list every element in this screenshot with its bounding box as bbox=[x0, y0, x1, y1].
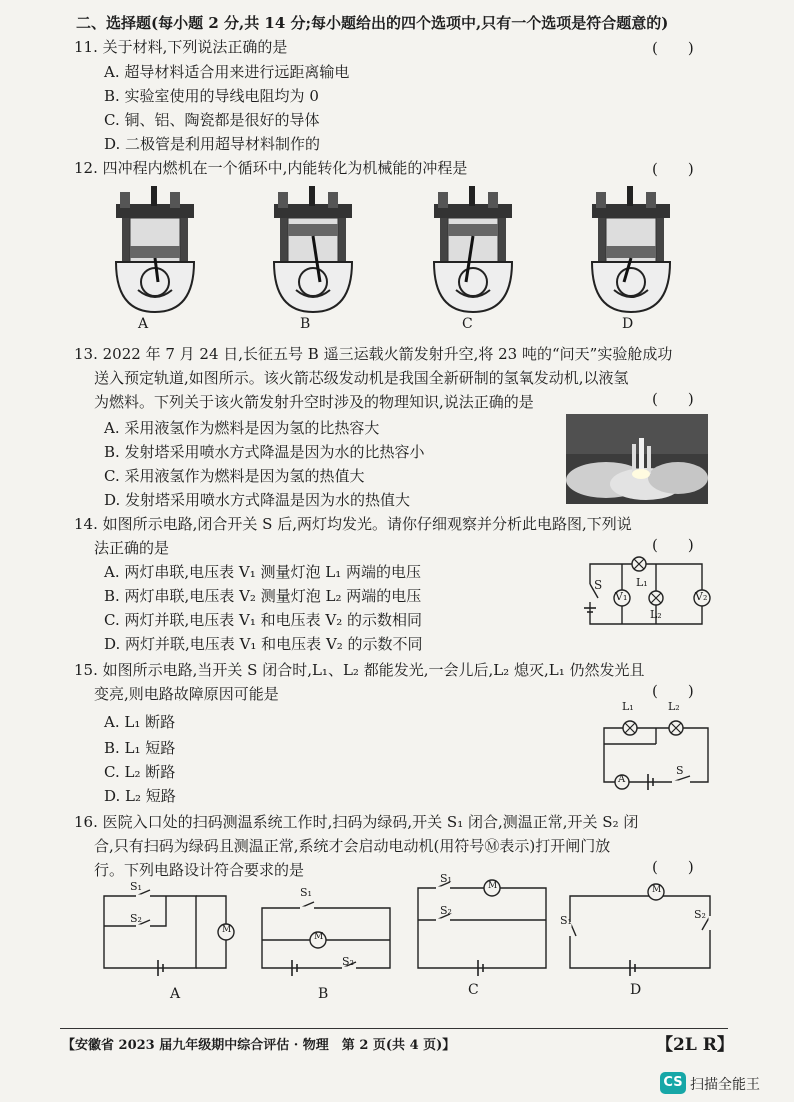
q14-l1-label: L₁ bbox=[636, 576, 648, 589]
q16-d-s2-label: S₂ bbox=[694, 908, 706, 921]
q15-option-c: C. L₂ 断路 bbox=[104, 763, 176, 781]
lamp-l2-icon bbox=[649, 591, 663, 605]
q12-stem: 12. 四冲程内燃机在一个循环中,内能转化为机械能的冲程是 bbox=[74, 159, 468, 177]
q15-l1-label: L₁ bbox=[622, 700, 634, 713]
q15-ammeter-label: A bbox=[618, 774, 626, 785]
q14-stem-line1: 14. 如图所示电路,闭合开关 S 后,两灯均发光。请你仔细观察并分析此电路图,下列说 bbox=[74, 515, 632, 533]
q16-label-b: B bbox=[318, 986, 329, 1002]
q16-stem-line1: 16. 医院入口处的扫码测温系统工作时,扫码为绿码,开关 S₁ 闭合,测温正常,开关 S₂ 闭 bbox=[74, 813, 639, 831]
engine-c-icon bbox=[434, 186, 512, 312]
q14-l2-label: L₂ bbox=[650, 608, 662, 621]
q16-a-s1-label: S₁ bbox=[130, 880, 142, 893]
q14-stem-line2: 法正确的是 bbox=[94, 539, 170, 557]
q13-option-b: B. 发射塔采用喷水方式降温是因为水的比热容小 bbox=[104, 443, 425, 461]
footer-rule bbox=[60, 1028, 728, 1029]
q14-answer-paren: ( ) bbox=[652, 536, 694, 554]
q16-label-a: A bbox=[170, 986, 181, 1002]
q16-b-s2-label: S₂ bbox=[342, 955, 354, 968]
q15-stem-line1: 15. 如图所示电路,当开关 S 闭合时,L₁、L₂ 都能发光,一会儿后,L₂ 熄灭,L₁ 仍然发光且 bbox=[74, 661, 645, 679]
section-heading: 二、选择题(每小题 2 分,共 14 分;每小题给出的四个选项中,只有一个选项是符合题意的) bbox=[76, 14, 669, 32]
q14-switch-label: S bbox=[594, 578, 603, 592]
q16-c-s2-label: S₂ bbox=[440, 904, 452, 917]
q14-option-d: D. 两灯并联,电压表 V₁ 和电压表 V₂ 的示数不同 bbox=[104, 635, 423, 653]
engine-label-b: B bbox=[300, 316, 311, 332]
q11-answer-paren: ( ) bbox=[652, 39, 694, 57]
q14-option-b: B. 两灯串联,电压表 V₂ 测量灯泡 L₂ 两端的电压 bbox=[104, 587, 422, 605]
engine-b-icon bbox=[274, 186, 352, 312]
q15-answer-paren: ( ) bbox=[652, 682, 694, 700]
lamp-l1-icon bbox=[623, 721, 637, 735]
q12-answer-paren: ( ) bbox=[652, 160, 694, 178]
watermark-text: 扫描全能王 bbox=[690, 1077, 760, 1093]
q16-circuit-c bbox=[418, 880, 546, 976]
engine-a-icon bbox=[116, 186, 194, 312]
camscanner-logo-icon: CS bbox=[660, 1072, 686, 1094]
q16-a-motor-label: M bbox=[222, 925, 232, 935]
q16-c-s1-label: S₁ bbox=[440, 872, 452, 885]
q15-l2-label: L₂ bbox=[668, 700, 680, 713]
q13-stem-line2: 送入预定轨道,如图所示。该火箭芯级发动机是我国全新研制的氢氧发动机,以液氢 bbox=[94, 369, 629, 387]
q16-circuit-options-figure bbox=[96, 882, 716, 982]
q16-d-s1-label: S₁ bbox=[560, 914, 572, 927]
q11-stem: 11. 关于材料,下列说法正确的是 bbox=[74, 38, 288, 56]
q14-v2-label: V₂ bbox=[695, 590, 708, 603]
q16-c-motor-label: M bbox=[488, 881, 498, 891]
q15-option-d: D. L₂ 短路 bbox=[104, 787, 176, 805]
engine-label-a: A bbox=[138, 316, 149, 332]
q11-option-b: B. 实验室使用的导线电阻均为 0 bbox=[104, 87, 319, 105]
q16-circuit-b bbox=[262, 902, 390, 976]
q13-answer-paren: ( ) bbox=[652, 390, 694, 408]
engine-label-c: C bbox=[462, 316, 473, 332]
lamp-l2-icon bbox=[669, 721, 683, 735]
q16-label-c: C bbox=[468, 982, 479, 998]
q16-label-d: D bbox=[630, 982, 642, 998]
engine-label-d: D bbox=[622, 316, 634, 332]
q14-option-a: A. 两灯串联,电压表 V₁ 测量灯泡 L₁ 两端的电压 bbox=[104, 563, 422, 581]
q15-switch-label: S bbox=[676, 764, 684, 777]
q16-circuit-a bbox=[104, 890, 234, 976]
q16-stem-line2: 合,只有扫码为绿码且测温正常,系统才会启动电动机(用符号Ⓜ表示)打开闸门放 bbox=[94, 837, 611, 855]
q16-a-s2-label: S₂ bbox=[130, 912, 142, 925]
q16-b-motor-label: M bbox=[314, 932, 324, 942]
footer-page-info: 【安徽省 2023 届九年级期中综合评估 · 物理 第 2 页(共 4 页)】 bbox=[62, 1038, 456, 1053]
engine-strokes-figure bbox=[96, 186, 696, 316]
rocket-launch-photo bbox=[566, 414, 708, 504]
q16-stem-line3: 行。下列电路设计符合要求的是 bbox=[94, 861, 305, 879]
q16-circuit-d bbox=[570, 884, 710, 976]
q13-option-d: D. 发射塔采用喷水方式降温是因为水的热值大 bbox=[104, 491, 411, 509]
q13-stem-line1: 13. 2022 年 7 月 24 日,长征五号 B 遥三运载火箭发射升空,将 23 吨的“问天”实验舱成功 bbox=[74, 345, 673, 363]
q16-answer-paren: ( ) bbox=[652, 858, 694, 876]
q13-stem-line3: 为燃料。下列关于该火箭发射升空时涉及的物理知识,说法正确的是 bbox=[94, 393, 534, 411]
q14-circuit-diagram bbox=[582, 554, 712, 634]
q13-option-c: C. 采用液氢作为燃料是因为氢的热值大 bbox=[104, 467, 365, 485]
q11-option-c: C. 铜、铝、陶瓷都是很好的导体 bbox=[104, 111, 320, 129]
q11-option-d: D. 二极管是利用超导材料制作的 bbox=[104, 135, 321, 153]
q11-option-a: A. 超导材料适合用来进行远距离输电 bbox=[104, 63, 350, 81]
q13-option-a: A. 采用液氢作为燃料是因为氢的比热容大 bbox=[104, 419, 380, 437]
lamp-l1-icon bbox=[632, 557, 646, 571]
q16-d-motor-label: M bbox=[652, 885, 662, 895]
q14-option-c: C. 两灯并联,电压表 V₁ 和电压表 V₂ 的示数相同 bbox=[104, 611, 423, 629]
q15-circuit-diagram bbox=[600, 714, 712, 788]
q15-stem-line2: 变亮,则电路故障原因可能是 bbox=[94, 685, 279, 703]
q16-b-s1-label: S₁ bbox=[300, 886, 312, 899]
q15-option-a: A. L₁ 断路 bbox=[104, 713, 176, 731]
footer-edition-tag: 【2L R】 bbox=[656, 1035, 734, 1055]
q15-option-b: B. L₁ 短路 bbox=[104, 739, 176, 757]
q14-v1-label: V₁ bbox=[615, 590, 628, 603]
engine-d-icon bbox=[592, 186, 670, 312]
